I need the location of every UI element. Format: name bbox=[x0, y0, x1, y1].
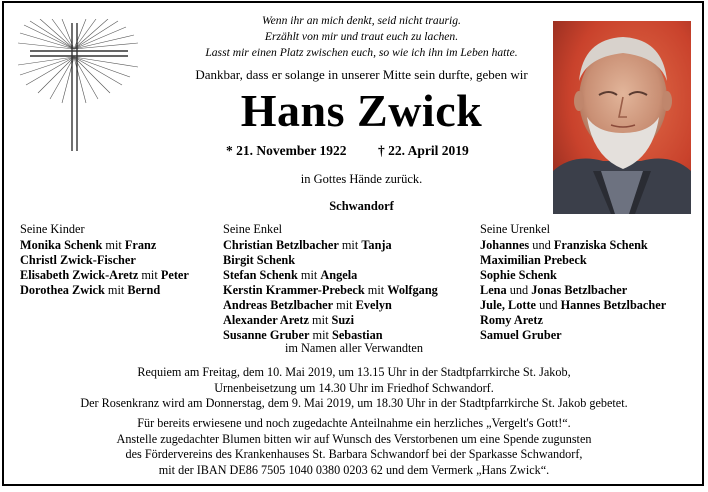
portrait-image bbox=[553, 21, 691, 214]
list-item bbox=[20, 283, 189, 298]
poem-line: Erzählt von mir und traut euch zu lachen. bbox=[264, 30, 459, 43]
obituary-notice bbox=[2, 1, 704, 486]
partner-name: Angela bbox=[320, 268, 358, 282]
birth-date: * 21. November 1922 bbox=[226, 143, 347, 158]
place-name: Schwandorf bbox=[329, 199, 394, 213]
relative-name: Lena bbox=[480, 283, 507, 297]
relative-name: Johannes bbox=[480, 238, 530, 252]
great-grandchildren-list bbox=[480, 238, 666, 343]
conjunction: mit bbox=[338, 238, 362, 252]
death-date: † 22. April 2019 bbox=[378, 143, 469, 158]
conjunction: und bbox=[536, 298, 561, 312]
partner-name: Tanja bbox=[361, 238, 392, 252]
grandchildren-heading: Seine Enkel bbox=[223, 222, 283, 236]
relative-name: Andreas Betzlbacher bbox=[223, 298, 334, 312]
relatives-text: im Namen aller Verwandten bbox=[284, 341, 424, 355]
list-item bbox=[20, 238, 189, 253]
poem-line: Wenn ihr an mich denkt, seid nicht traurig. bbox=[262, 14, 461, 27]
conjunction: mit bbox=[309, 328, 332, 342]
relative-name: Alexander Aretz bbox=[223, 313, 309, 327]
relative-name: Stefan Schenk bbox=[223, 268, 298, 282]
list-item bbox=[20, 253, 189, 268]
relative-name: Samuel Gruber bbox=[480, 328, 562, 342]
conjunction: mit bbox=[364, 283, 388, 297]
list-item bbox=[223, 238, 438, 253]
conjunction: und bbox=[529, 238, 554, 252]
partner-name: Suzi bbox=[331, 313, 355, 327]
relative-name: Romy Aretz bbox=[480, 313, 543, 327]
conjunction: mit bbox=[102, 238, 125, 252]
thanks-line: Anstelle zugedachter Blumen bitten wir auf Wunsch des Verstorbenen um eine Spende zugunsten bbox=[116, 431, 592, 446]
list-item bbox=[480, 238, 666, 253]
relative-name: Kerstin Krammer-Prebeck bbox=[223, 283, 365, 297]
partner-name: Franz bbox=[124, 238, 157, 252]
relative-name: Christl Zwick-Fischer bbox=[20, 253, 136, 267]
list-item bbox=[223, 313, 438, 328]
partner-name: Wolfgang bbox=[387, 283, 438, 297]
relative-name: Elisabeth Zwick-Aretz bbox=[20, 268, 139, 282]
returned-text: in Gottes Hände zurück. bbox=[300, 172, 423, 186]
list-item bbox=[480, 268, 666, 283]
conjunction: mit bbox=[308, 313, 332, 327]
sunburst-cross-icon bbox=[18, 19, 140, 154]
list-item bbox=[480, 328, 666, 343]
relative-name: Monika Schenk bbox=[20, 238, 103, 252]
thanks-info bbox=[34, 416, 674, 478]
service-info bbox=[34, 365, 674, 412]
conjunction: mit bbox=[333, 298, 356, 312]
list-item bbox=[223, 253, 438, 268]
service-line: Requiem am Freitag, dem 10. Mai 2019, um 13.15 Uhr in der Stadtpfarrkirche St. Jakob, bbox=[137, 365, 571, 379]
great-grandchildren-column bbox=[480, 222, 666, 343]
thanks-line: mit der IBAN DE86 7505 1040 0380 0203 62 und dem Vermerk „Hans Zwick“. bbox=[158, 462, 550, 477]
partner-name: Evelyn bbox=[355, 298, 392, 312]
portrait-photo bbox=[553, 21, 691, 214]
relative-name: Maximilian Prebeck bbox=[480, 253, 587, 267]
relative-name: Sophie Schenk bbox=[480, 268, 557, 282]
relative-name: Birgit Schenk bbox=[223, 253, 296, 267]
relative-name: Christian Betzlbacher bbox=[223, 238, 339, 252]
relative-name: Jule, Lotte bbox=[480, 298, 537, 312]
partner-name: Sebastian bbox=[332, 328, 383, 342]
service-line: Urnenbeisetzung um 14.30 Uhr im Friedhof Schwandorf. bbox=[214, 380, 494, 395]
partner-name: Bernd bbox=[127, 283, 161, 297]
grandchildren-column bbox=[223, 222, 438, 343]
list-item bbox=[480, 283, 666, 298]
poem-line: Lasst mir einen Platz zwischen euch, so wie ich ihn im Leben hatte. bbox=[205, 46, 518, 59]
list-item bbox=[20, 268, 189, 283]
thanks-line: Für bereits erwiesene und noch zugedachte Anteilnahme ein herzliches „Vergelt's Gott!“. bbox=[137, 416, 571, 430]
conjunction: mit bbox=[104, 283, 128, 297]
thanks-line: des Fördervereins des Krankenhauses St. Barbara Schwandorf bei der Sparkasse Schwandorf, bbox=[125, 447, 583, 461]
conjunction: mit bbox=[138, 268, 161, 282]
deceased-name: Hans Zwick bbox=[240, 85, 483, 136]
list-item bbox=[480, 253, 666, 268]
children-heading: Seine Kinder bbox=[20, 222, 85, 236]
conjunction: mit bbox=[297, 268, 321, 282]
list-item bbox=[223, 298, 438, 313]
great-grandchildren-heading: Seine Urenkel bbox=[480, 222, 550, 236]
relative-name: Jonas Betzlbacher bbox=[531, 283, 628, 297]
service-line: Der Rosenkranz wird am Donnerstag, dem 9. Mai 2019, um 18.30 Uhr in der Stadtpfarrkirche St. Jakob gebetet. bbox=[80, 396, 628, 410]
partner-name: Peter bbox=[160, 268, 189, 282]
children-column bbox=[20, 222, 189, 298]
relative-name: Franziska Schenk bbox=[553, 238, 648, 252]
memorial-poem bbox=[154, 13, 569, 61]
relative-name: Dorothea Zwick bbox=[20, 283, 105, 297]
list-item bbox=[480, 313, 666, 328]
list-item bbox=[223, 268, 438, 283]
list-item bbox=[480, 298, 666, 313]
conjunction: und bbox=[506, 283, 532, 297]
intro-text: Dankbar, dass er solange in unserer Mitte sein durfte, geben wir bbox=[195, 67, 528, 82]
list-item bbox=[223, 283, 438, 298]
relative-name: Susanne Gruber bbox=[223, 328, 310, 342]
relative-name: Hannes Betzlbacher bbox=[560, 298, 667, 312]
